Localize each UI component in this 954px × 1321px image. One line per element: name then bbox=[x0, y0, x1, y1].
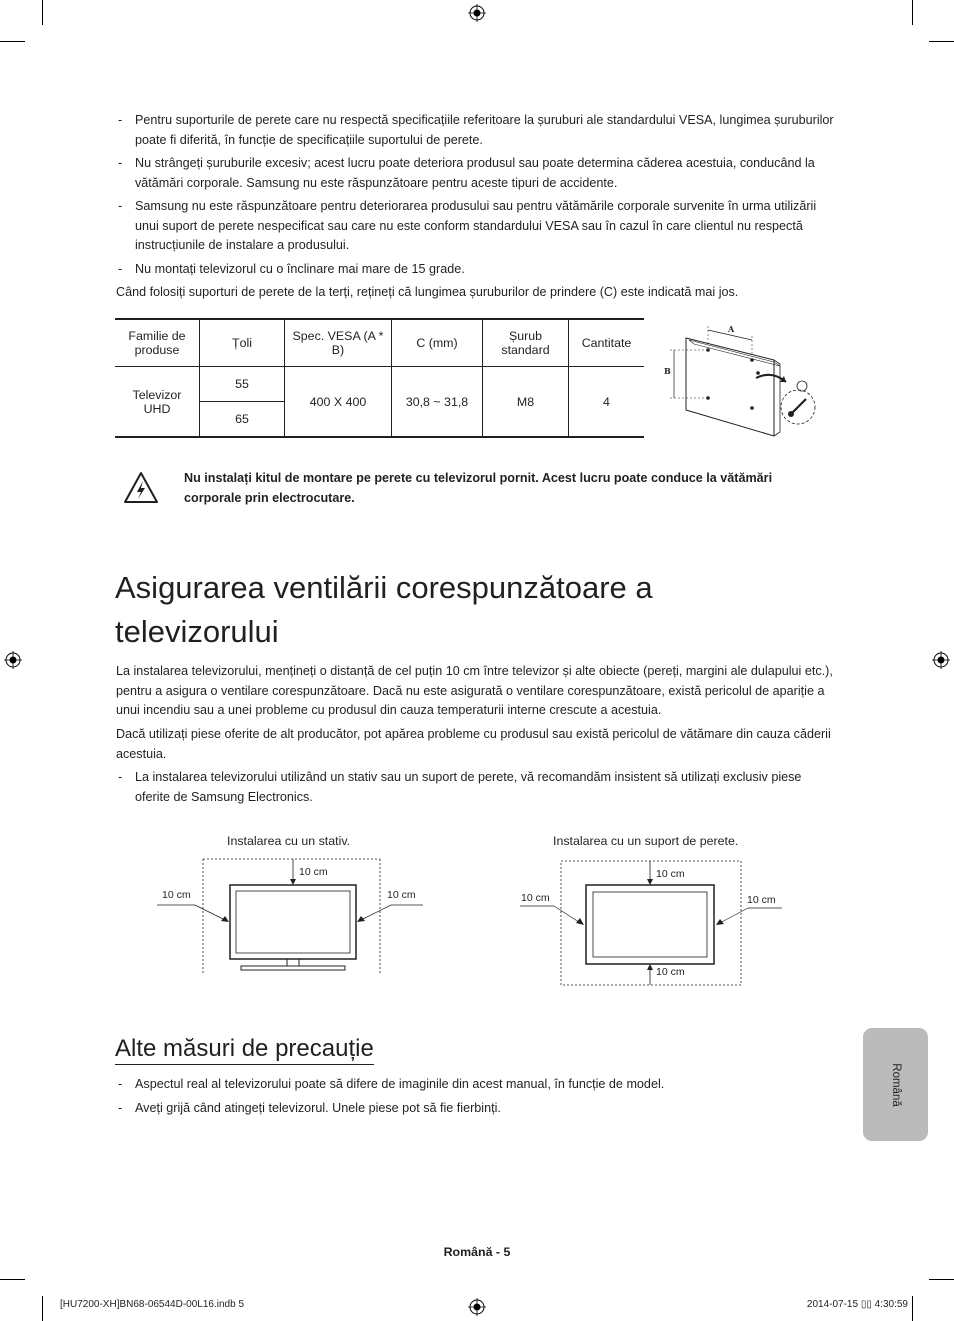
registration-mark-icon bbox=[468, 1298, 486, 1316]
crop-mark bbox=[929, 1279, 954, 1280]
table-cell: 30,8 ~ 31,8 bbox=[392, 367, 483, 438]
list-item: - Aveți grijă când atingeți televizorul. Unele piese pot să fie fierbinți. bbox=[118, 1100, 501, 1115]
clearance-label-top: 10 cm bbox=[656, 868, 685, 880]
language-tab-label: Română bbox=[889, 1062, 902, 1107]
bullet-list-top bbox=[116, 111, 836, 283]
tv-back-panel bbox=[686, 338, 774, 436]
crop-mark bbox=[929, 41, 954, 42]
bullet-list-bottom bbox=[116, 1075, 836, 1122]
screw-spec-table bbox=[115, 318, 644, 438]
registration-mark-icon bbox=[932, 651, 950, 669]
ventilation-bullet-list bbox=[116, 768, 836, 811]
clearance-label-left: 10 cm bbox=[521, 892, 550, 904]
ventilation-paragraph: La instalarea televizorului, mențineți o distanță de cel puțin 10 cm între televizor și alte obiecte (pereți, margini ale dulapului etc.), pentru a asigura o ventilare corespunzătoare. Dacă nu este asigurată o ventilare corespunzătoare, există pericolul de apariție a unui incendiu sau a unei probleme cu produsul din cauza temperaturii interne crescute a acestuia. bbox=[116, 664, 833, 717]
crop-mark bbox=[42, 1296, 43, 1321]
table-header: Țoli bbox=[200, 319, 285, 367]
figure-caption-wall: Instalarea cu un suport de perete. bbox=[553, 834, 739, 848]
table-header: Șurub standard bbox=[483, 319, 569, 367]
crop-mark bbox=[912, 1296, 913, 1321]
print-file-info: [HU7200-XH]BN68-06544D-00L16.indb 5 bbox=[60, 1299, 245, 1310]
list-item: - Nu montați televizorul cu o înclinare mai mare de 15 grade. bbox=[118, 261, 465, 276]
registration-mark-icon bbox=[4, 651, 22, 669]
crop-mark bbox=[42, 0, 43, 25]
print-timestamp: 2014-07-15 ▯▯ 4:30:59 bbox=[806, 1299, 908, 1310]
clearance-label-left: 10 cm bbox=[162, 889, 191, 901]
section-title: Asigurarea ventilării corespunzătoare a televizorului bbox=[115, 570, 653, 649]
list-item: - Pentru suporturile de perete care nu respectă specificațiile referitoare la șuruburi ale standardului VESA, lungimea șuruburilor poate fi diferită, în funcție de specificațiile suportului de perete. bbox=[118, 113, 834, 147]
table-cell: 65 bbox=[200, 402, 285, 438]
registration-mark-icon bbox=[468, 4, 486, 22]
list-item: - Nu strângeți șuruburile excesiv; acest lucru poate deteriora produsul sau poate determina căderea acestuia, conducând la vătămări corporale. Samsung nu este răspunzătoare pentru aceste tipuri de accidente. bbox=[118, 156, 815, 190]
dimension-label-a: A bbox=[728, 324, 735, 334]
table-header: Familie de produse bbox=[115, 319, 200, 367]
electric-shock-warning-icon bbox=[123, 471, 159, 504]
subsection-title: Alte măsuri de precauție bbox=[115, 1035, 374, 1065]
intro-line: Când folosiți suporturi de perete de la terți, rețineți că lungimea șuruburilor de prindere (C) este indicată mai jos. bbox=[116, 285, 739, 299]
table-header: Cantitate bbox=[569, 319, 645, 367]
language-tab bbox=[863, 1028, 928, 1141]
list-item: - La instalarea televizorului utilizând un stativ sau un suport de perete, vă recomandăm insistent să utilizați exclusiv piese oferite de Samsung Electronics. bbox=[118, 770, 802, 804]
page-number: Română - 5 bbox=[443, 1245, 511, 1259]
table-cell: 55 bbox=[200, 367, 285, 402]
table-header: C (mm) bbox=[392, 319, 483, 367]
clearance-label-top: 10 cm bbox=[299, 866, 328, 878]
crop-mark bbox=[0, 41, 25, 42]
table-header: Spec. VESA (A * B) bbox=[285, 319, 392, 367]
clearance-label-bottom: 10 cm bbox=[656, 966, 685, 978]
list-item: - Aspectul real al televizorului poate să difere de imaginile din acest manual, în funcție de model. bbox=[118, 1077, 665, 1091]
warning-text: Nu instalați kitul de montare pe perete cu televizorul pornit. Acest lucru poate conduce la vătămări corporale prin electrocutare. bbox=[184, 471, 773, 505]
table-cell: 4 bbox=[569, 367, 645, 438]
table-cell: 400 X 400 bbox=[285, 367, 392, 438]
stand-installation-figure bbox=[155, 855, 427, 977]
wall-mount-diagram bbox=[656, 318, 828, 440]
tv-outline bbox=[230, 885, 356, 959]
crop-mark bbox=[0, 1279, 25, 1280]
tv-outline bbox=[586, 885, 714, 964]
ventilation-paragraph: Dacă utilizați piese oferite de alt producător, pot apărea probleme cu produsul sau există pericolul de vătămare din cauza căderii acestuia. bbox=[116, 727, 831, 761]
dimension-label-b: B bbox=[664, 366, 671, 376]
table-cell: Televizor UHD bbox=[115, 367, 200, 438]
clearance-label-right: 10 cm bbox=[387, 889, 416, 901]
list-item: - Samsung nu este răspunzătoare pentru deteriorarea produsului sau pentru vătămările corporale survenite în urma utilizării unui suport de perete nespecificat sau care nu este conform standardului VESA sau în cazul în care clientul nu respectă instrucțiunile de instalare a produsului. bbox=[118, 199, 817, 252]
wall-installation-figure bbox=[518, 858, 786, 988]
clearance-label-right: 10 cm bbox=[747, 894, 776, 906]
figure-caption-stand: Instalarea cu un stativ. bbox=[227, 834, 351, 848]
crop-mark bbox=[912, 0, 913, 25]
table-cell: M8 bbox=[483, 367, 569, 438]
